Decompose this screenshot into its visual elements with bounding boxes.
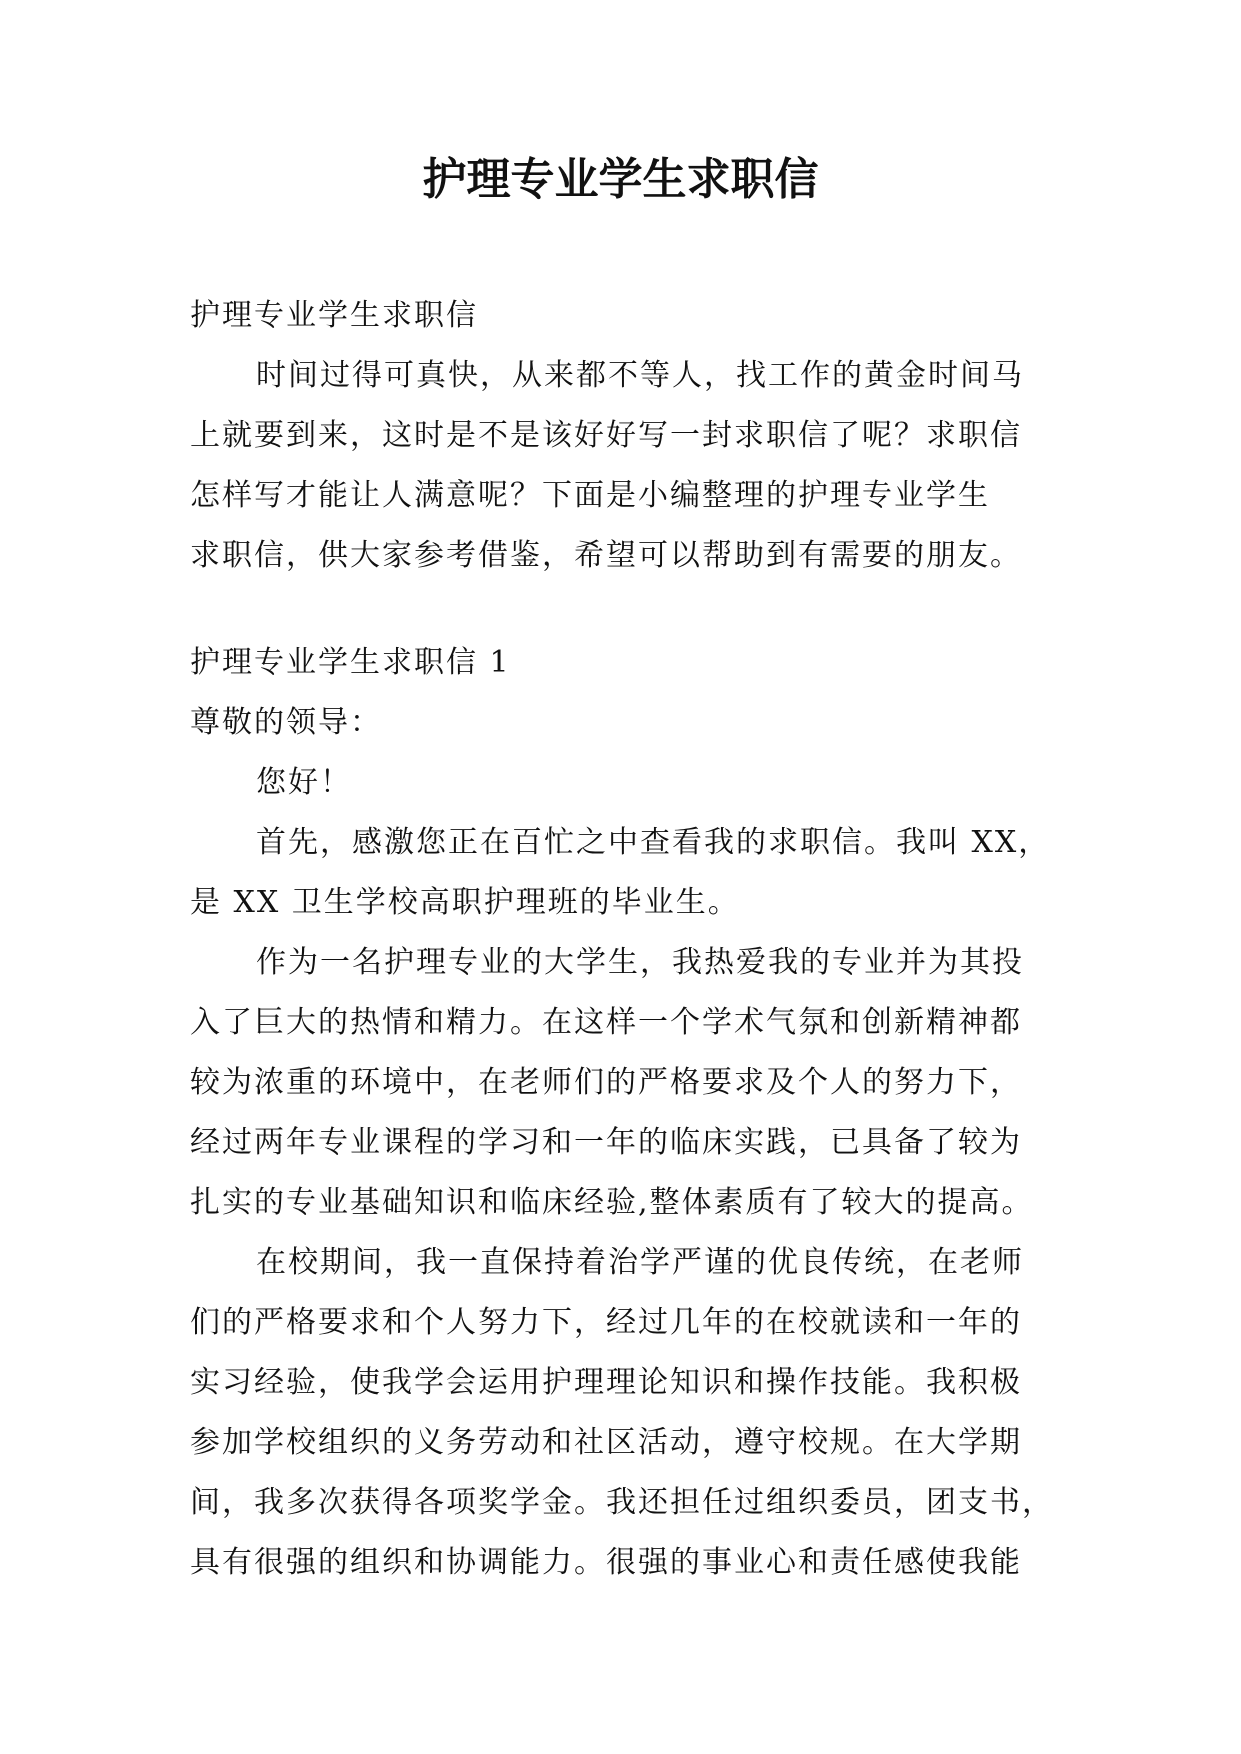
document-title: 护理专业学生求职信	[422, 154, 819, 205]
paragraph-line: 具有很强的组织和协调能力。很强的事业心和责任感使我能	[190, 1545, 1022, 1580]
section-heading-block	[190, 286, 1052, 346]
intro-line: 时间过得可真快，从来都不等人，找工作的黄金时间马	[256, 358, 1024, 393]
greeting: 您好！	[256, 765, 352, 800]
paragraph-line: 首先，感激您正在百忙之中查看我的求职信。我叫 XX，	[256, 825, 1051, 860]
paragraph-line: 作为一名护理专业的大学生，我热爱我的专业并为其投	[256, 945, 1024, 980]
paragraph-line: 入了巨大的热情和精力。在这样一个学术气氛和创新精神都	[190, 1005, 1022, 1040]
letter-body	[190, 633, 1052, 1593]
intro-paragraph	[190, 346, 1052, 586]
intro-line: 怎样写才能让人满意呢？下面是小编整理的护理专业学生	[190, 478, 990, 513]
paragraph-line: 是 XX 卫生学校高职护理班的毕业生。	[190, 885, 740, 920]
paragraph-line: 实习经验，使我学会运用护理理论知识和操作技能。我积极	[190, 1365, 1022, 1400]
paragraph-line: 经过两年专业课程的学习和一年的临床实践，已具备了较为	[190, 1125, 1022, 1160]
letter-heading: 护理专业学生求职信 1	[190, 645, 511, 680]
salutation: 尊敬的领导：	[190, 705, 382, 740]
intro-line: 求职信，供大家参考借鉴，希望可以帮助到有需要的朋友。	[190, 538, 1022, 573]
paragraph-line: 在校期间，我一直保持着治学严谨的优良传统，在老师	[256, 1245, 1024, 1280]
paragraph-line: 们的严格要求和个人努力下，经过几年的在校就读和一年的	[190, 1305, 1022, 1340]
paragraph-line: 扎实的专业基础知识和临床经验,整体素质有了较大的提高。	[190, 1185, 1034, 1220]
paragraph-line: 间，我多次获得各项奖学金。我还担任过组织委员，团支书，	[190, 1485, 1054, 1520]
section-heading: 护理专业学生求职信	[190, 298, 478, 333]
intro-line: 上就要到来，这时是不是该好好写一封求职信了呢？求职信	[190, 418, 1022, 453]
paragraph-line: 参加学校组织的义务劳动和社区活动，遵守校规。在大学期	[190, 1425, 1022, 1460]
paragraph-line: 较为浓重的环境中，在老师们的严格要求及个人的努力下，	[190, 1065, 1022, 1100]
